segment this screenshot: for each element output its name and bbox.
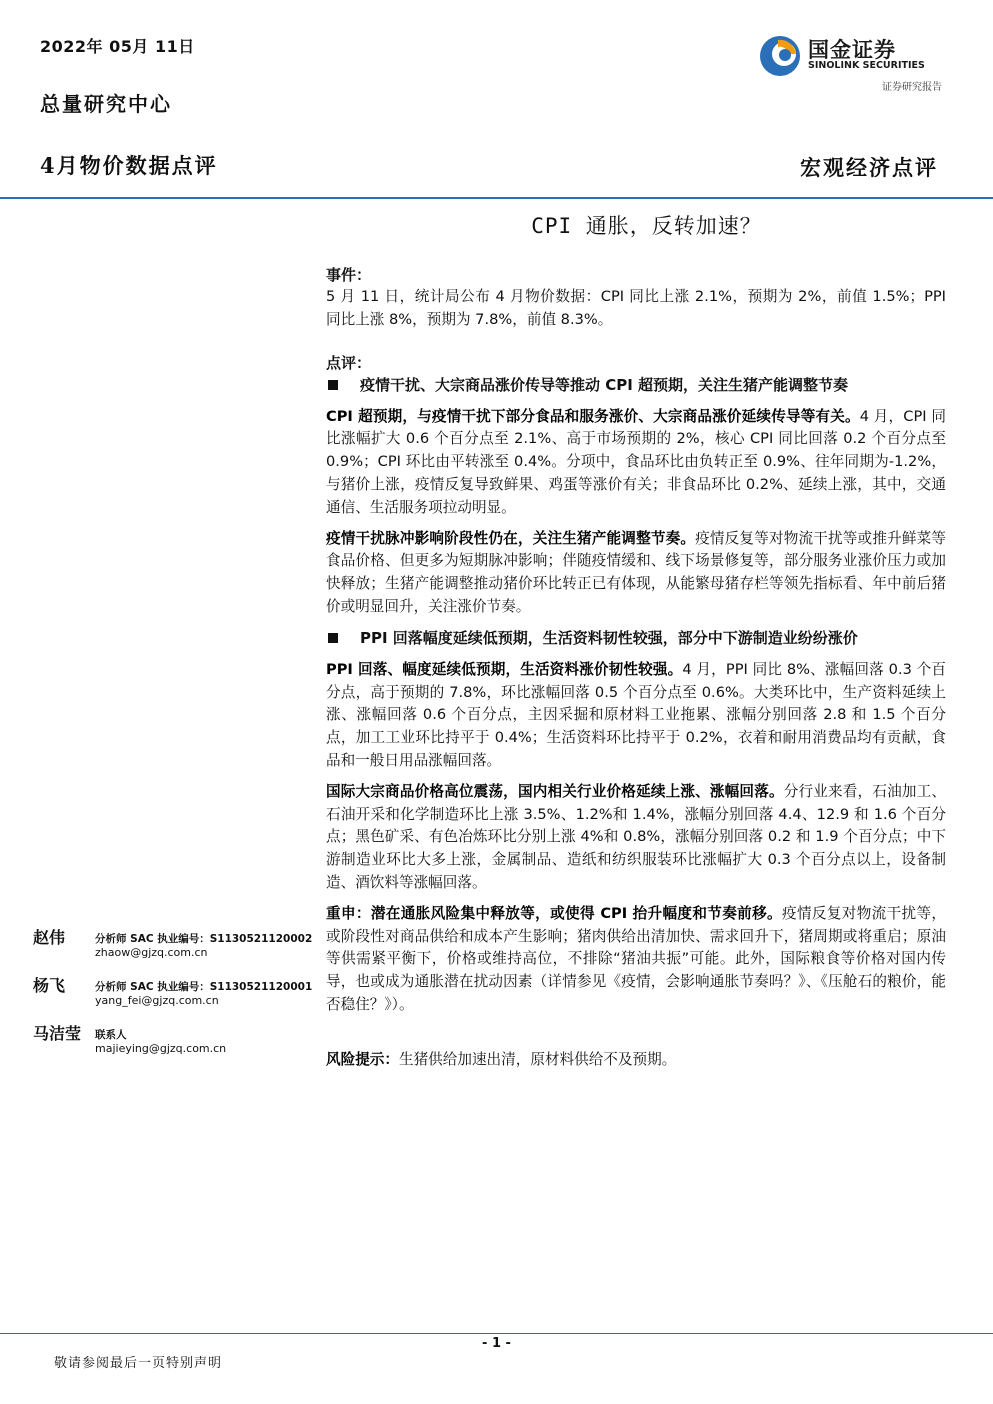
analyst-role: 分析师 SAC 执业编号：S1130521120001 — [95, 981, 313, 993]
footer-divider — [0, 1333, 993, 1334]
company-logo — [756, 30, 946, 92]
analyst-email[interactable]: yang_fei@gjzq.com.cn — [95, 994, 219, 1007]
section-heading: PPI 回落幅度延续低预期，生活资料韧性较强，部分中下游制造业纷纷涨价 — [326, 627, 946, 649]
paragraph: 重申：潜在通胀风险集中释放等，或使得 CPI 抬升幅度和节奏前移。疫情反复对物流干扰等，或阶段性对商品供给和成本产生影响；猪肉供给出清加快、需求回升下，猪周期或将重启；原油等供需紧平衡下，价格或维持高位，不排除“猪油共振”可能。此外，国际粮食等价格对国内传导，也或成为通胀潜在扰动因素（详情参见《疫情，会影响通胀节奏吗？》、《压舱石的粮价，能否稳住？》）。 — [326, 904, 946, 1013]
logo-chinese-name: 国金证券 — [808, 38, 896, 62]
analyst-list — [33, 925, 313, 1069]
analyst-entry — [33, 973, 313, 1021]
main-title: CPI 通胀，反转加速？ — [531, 214, 762, 238]
paragraph: CPI 超预期，与疫情干扰下部分食品和服务涨价、大宗商品涨价延续传导等有关。4 月，CPI 同比涨幅扩大 0.6 个百分点至 2.1%、高于市场预期的 2%，核心 CPI 同比回落 0.2 个百分点至 0.9%；CPI 环比由平转涨至 0.4%。分项中，食品环比由负转正至 0.9%、往年同期为-1.2%，与猪价上涨，疫情反复导致鲜果、鸡蛋等涨价有关；非食品环比 0.2%、延续上涨，其中，交通通信、生活服务项拉动明显。 — [326, 407, 946, 516]
report-subtitle: 4月物价数据点评 — [40, 153, 218, 178]
paragraph: PPI 回落、幅度延续低预期，生活资料涨价韧性较强。4 月，PPI 同比 8%、涨幅回落 0.3 个百分点，高于预期的 7.8%，环比涨幅回落 0.5 个百分点至 0.6%。大类环比中，生产资料延续上涨、涨幅回落 0.6 个百分点，主因采掘和原材料工业拖累、涨幅分别回落 2.8 和 1.5 个百分点，加工工业环比持平于 0.4%；生活资料环比持平于 0.2%，衣着和耐用消费品均有贡献，食品和一般日用品涨幅回落。 — [326, 660, 946, 769]
report-category: 宏观经济点评 — [800, 155, 938, 180]
risk-note: 风险提示：生猪供给加速出清，原材料供给不及预期。 — [326, 1050, 677, 1068]
paragraph: 国际大宗商品价格高位震荡，国内相关行业价格延续上涨、涨幅回落。分行业来看，石油加工、石油开采和化学制造环比上涨 3.5%、1.2%和 1.4%，涨幅分别回落 4.4、12.9 和 1.6 个百分点；黑色矿采、有色冶炼环比分别上涨 4%和 0.8%，涨幅分别回落 0.2 和 1.9 个百分点；中下游制造业环比大多上涨，金属制品、造纸和纺织服装环比涨幅扩大 0.3 个百分点以上，设备制造、酒饮料等涨幅回落。 — [326, 782, 946, 891]
analyst-entry — [33, 925, 313, 973]
analyst-name: 杨飞 — [33, 976, 66, 995]
paragraph: 疫情干扰脉冲影响阶段性仍在，关注生猪产能调整节奏。疫情反复等对物流干扰等或推升鲜菜等食品价格、但更多为短期脉冲影响；伴随疫情缓和、线下场景修复等，部分服务业涨价压力或加快释放；生猪产能调整推动猪价环比转正已有体现，从能繁母猪存栏等领先指标看、年中前后猪价或明显回升，关注涨价节奏。 — [326, 529, 946, 615]
bullet-square-icon — [328, 380, 338, 390]
disclaimer-note: 敬请参阅最后一页特别声明 — [54, 1356, 223, 1371]
report-body — [326, 264, 946, 1072]
sinolink-logo-icon — [756, 32, 804, 80]
research-center: 总量研究中心 — [40, 92, 172, 116]
analyst-role: 联系人 — [95, 1029, 127, 1041]
event-text: 5 月 11 日，统计局公布 4 月物价数据：CPI 同比上涨 2.1%，预期为 2%，前值 1.5%；PPI 同比上涨 8%，预期为 7.8%，前值 8.3%。 — [326, 288, 946, 328]
report-date: 2022年 05月 11日 — [40, 37, 195, 56]
analyst-email[interactable]: majieying@gjzq.com.cn — [95, 1042, 227, 1055]
comment-label: 点评： — [326, 353, 372, 372]
analyst-role: 分析师 SAC 执业编号：S1130521120002 — [95, 933, 313, 945]
logo-english-name: SINOLINK SECURITIES — [808, 60, 925, 71]
bullet-square-icon — [328, 633, 338, 643]
analyst-email[interactable]: zhaow@gjzq.com.cn — [95, 946, 208, 959]
analyst-entry — [33, 1021, 308, 1069]
report-type-tag: 证券研究报告 — [882, 82, 942, 93]
analyst-name: 赵伟 — [33, 928, 66, 947]
section-heading: 疫情干扰、大宗商品涨价传导等推动 CPI 超预期，关注生猪产能调整节奏 — [326, 374, 946, 396]
analyst-name: 马洁莹 — [33, 1024, 82, 1043]
event-label: 事件： — [326, 266, 372, 284]
page-number: - 1 - — [482, 1336, 511, 1351]
header-divider — [0, 197, 993, 199]
